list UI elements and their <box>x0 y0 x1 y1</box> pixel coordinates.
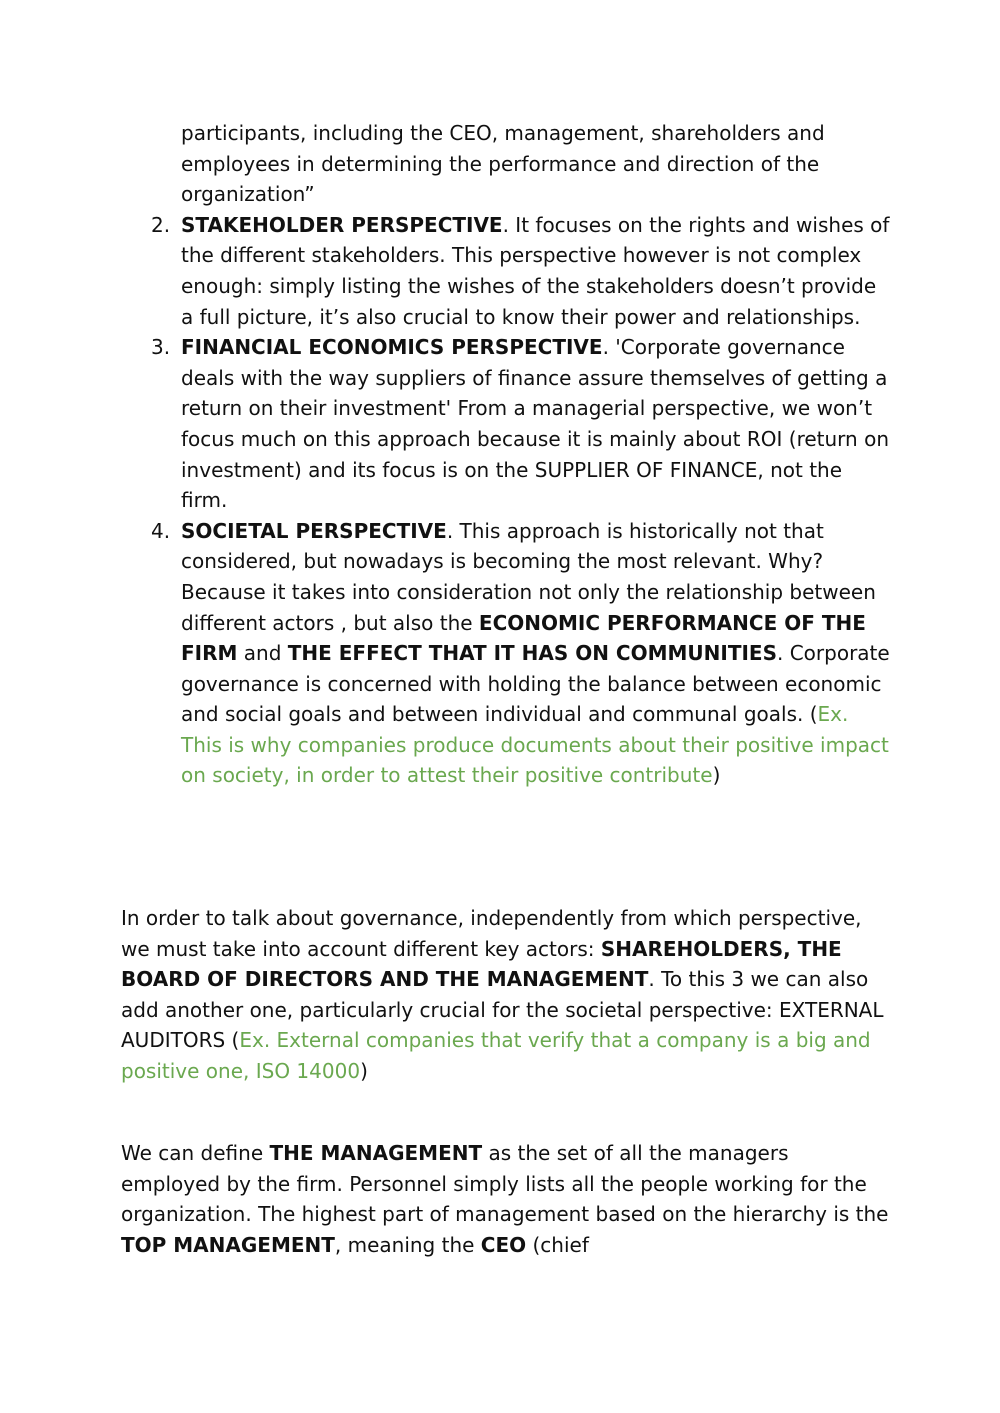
list-item-stakeholder <box>121 210 891 332</box>
item-heading: FINANCIAL ECONOMICS PERSPECTIVE <box>181 335 603 360</box>
item-text: . It focuses on the rights and wishes of the different stakeholders. This perspective however is not complex enough: simply listing the wishes of the stakeholders doesn’t provide a full picture, it’s also crucial to know their power and relationships. <box>181 212 890 329</box>
paragraph-text: In order to talk about governance, independently from which perspective, we must take into account different key actors: <box>121 906 862 961</box>
item-text: . 'Corporate governance deals with the way suppliers of finance assure themselves of getting a return on their investment' From a managerial perspective, we won’t focus much on this approach because it is mainly about ROI (return on investment) and its focus is on the SUPPLIER OF FINANCE, not the firm. <box>181 335 889 513</box>
item-number: 3. <box>151 335 171 360</box>
item-text: and <box>237 641 288 666</box>
bold-phrase: THE MANAGEMENT <box>269 1141 483 1165</box>
item-text: . Corporate governance is concerned with holding the balance between economic and social goals and between individual and communal goals. ( <box>181 641 890 727</box>
bold-phrase: CEO <box>480 1232 527 1257</box>
closing-paren: ) <box>360 1058 368 1083</box>
continuation-text: participants, including the CEO, management, shareholders and employees in determining the performance and direction of the organization” <box>181 121 825 207</box>
bold-phrase: SHAREHOLDERS, THE BOARD OF DIRECTORS AND THE MANAGEMENT <box>121 936 842 992</box>
list-item-financial <box>121 332 891 516</box>
example-note: Ex. This is why companies produce documents about their positive impact on society, in order to attest their positive contribute <box>181 702 889 788</box>
paragraph-text: . To this 3 we can also add another one, particularly crucial for the societal perspective: EXTERNAL AUDITORS ( <box>121 967 884 1053</box>
paragraph-text: , meaning the <box>334 1232 481 1257</box>
list-item-continuation <box>121 118 891 210</box>
item-text: . This approach is historically not that considered, but nowadays is becoming the most relevant. Why? Because it takes into consideration not only the relationship between different actors , but also the <box>181 518 876 635</box>
item-number: 4. <box>151 518 171 543</box>
item-heading: SOCIETAL PERSPECTIVE <box>181 518 447 543</box>
bold-phrase: ECONOMIC PERFORMANCE OF THE FIRM <box>181 610 866 666</box>
closing-paren: ) <box>712 763 721 788</box>
paragraph-text: (chief <box>526 1232 589 1257</box>
bold-phrase: TOP MANAGEMENT <box>121 1232 335 1257</box>
perspectives-list <box>121 118 891 791</box>
paragraph-text: We can define <box>121 1141 270 1165</box>
example-note: Ex. External companies that verify that a company is a big and positive one, ISO 14000 <box>121 1028 871 1083</box>
key-actors-paragraph <box>121 903 891 1087</box>
item-number: 2. <box>151 212 171 237</box>
list-item-societal <box>121 516 891 791</box>
management-paragraph <box>121 1138 891 1260</box>
bold-phrase: THE EFFECT THAT IT HAS ON COMMUNITIES <box>287 641 777 666</box>
paragraph-text: as the set of all the managers employed by the firm. Personnel simply lists all the people working for the organization. The highest part of management based on the hierarchy is the <box>121 1141 889 1227</box>
item-heading: STAKEHOLDER PERSPECTIVE <box>181 212 503 237</box>
